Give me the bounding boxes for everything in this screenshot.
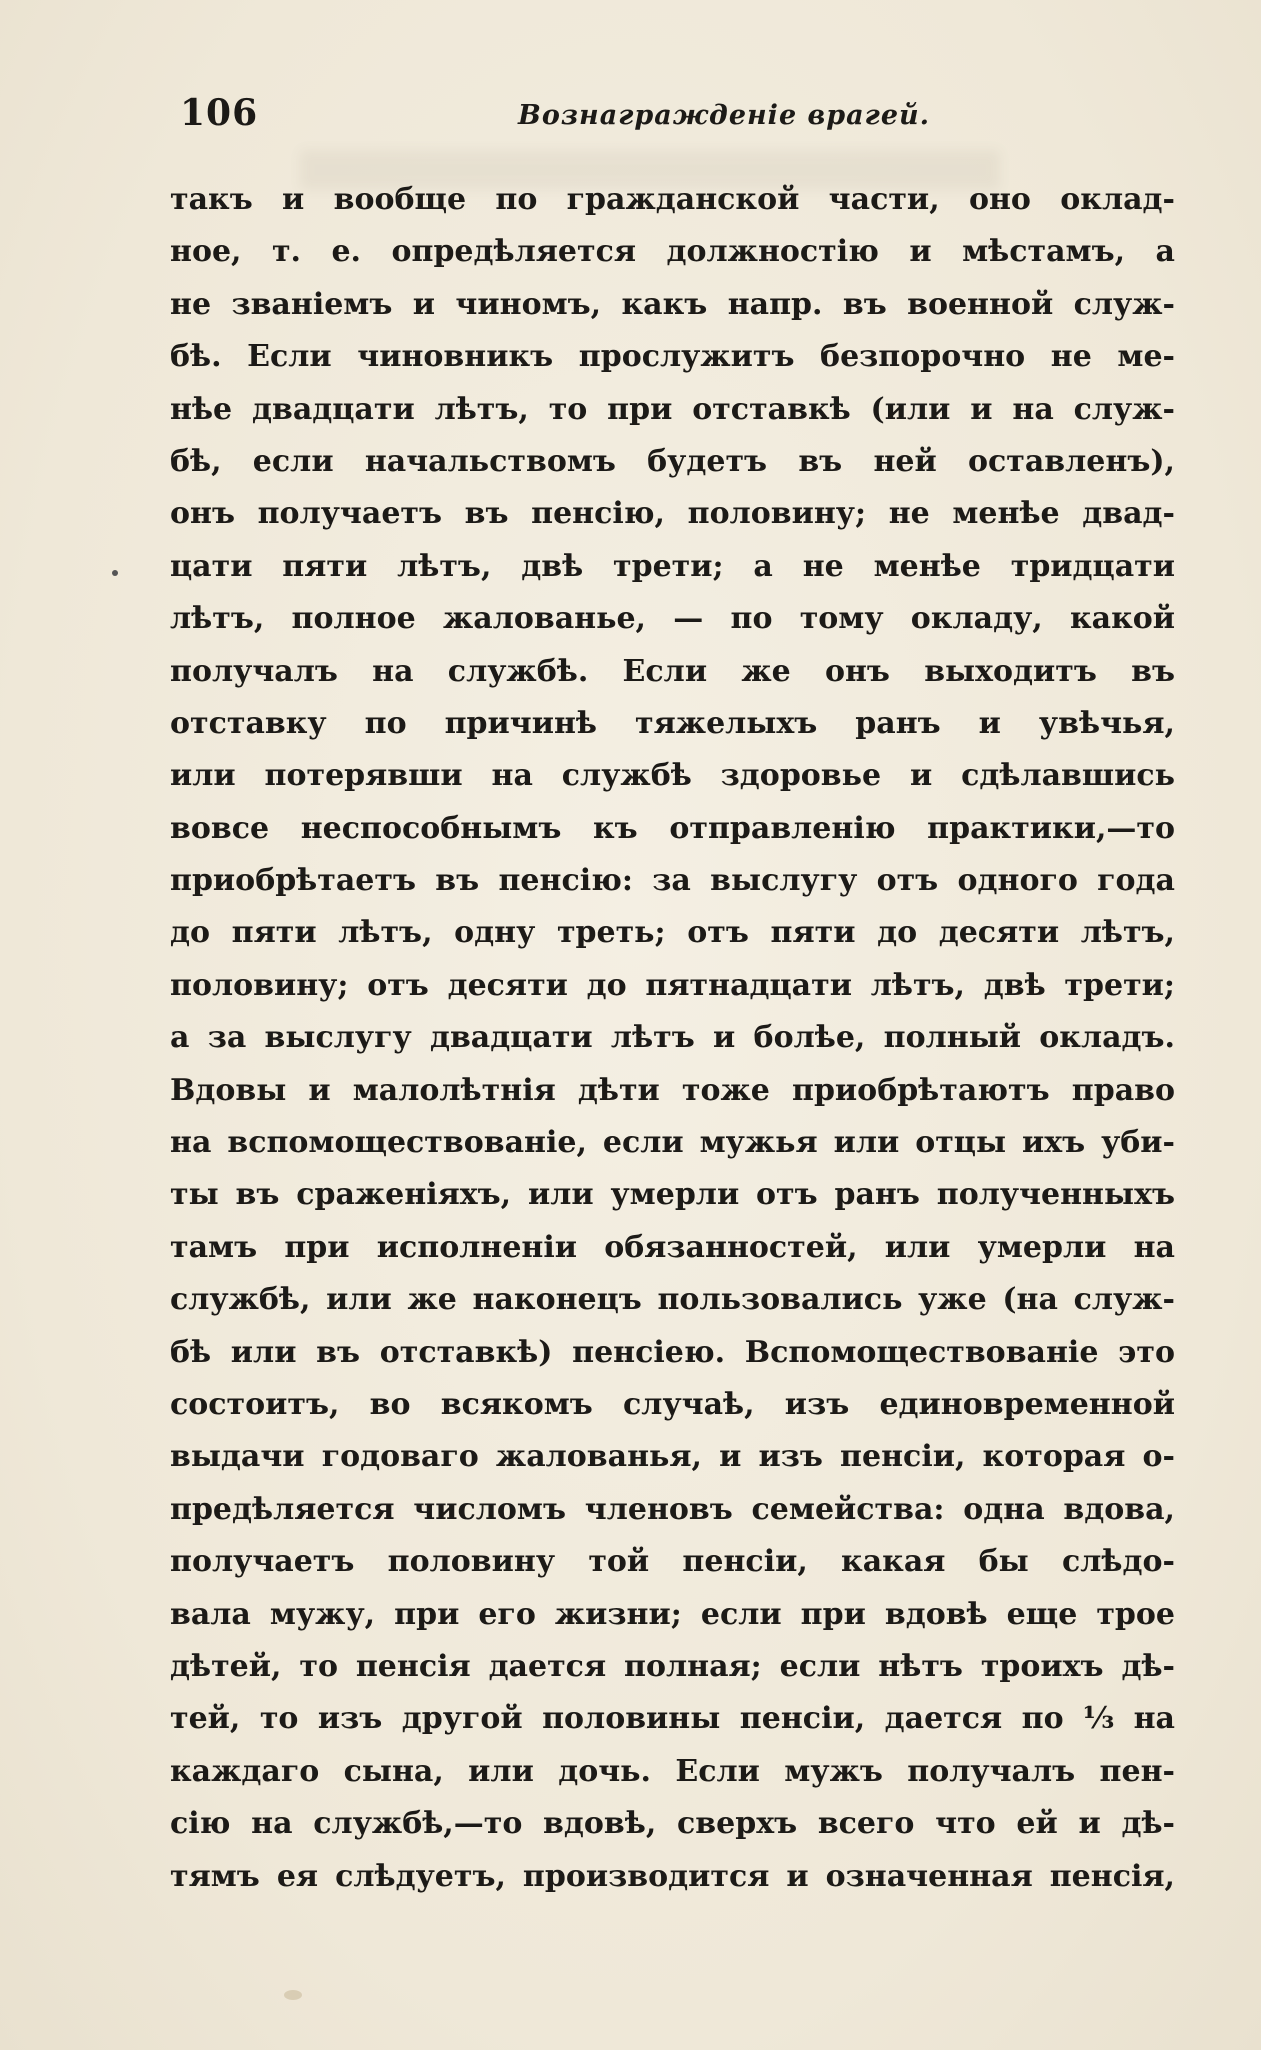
text-line: нѣе двадцати лѣтъ, то при отставкѣ (или и на служ- bbox=[170, 391, 1175, 427]
text-line: состоитъ, во всякомъ случаѣ, изъ единовременной bbox=[170, 1386, 1175, 1422]
text-line: выдачи годоваго жалованья, и изъ пенсіи, которая о- bbox=[170, 1439, 1175, 1475]
text-line: сію на службѣ,—то вдовѣ, сверхъ всего что ей и дѣ- bbox=[170, 1806, 1175, 1842]
text-line: получаетъ половину той пенсіи, какая бы слѣдо- bbox=[170, 1544, 1175, 1580]
text-line: приобрѣтаетъ въ пенсію: за выслугу отъ одного года bbox=[170, 863, 1175, 899]
running-head: Вознагражденіе врагей. bbox=[518, 100, 931, 131]
paper-speck bbox=[284, 1990, 302, 2000]
body-text bbox=[170, 174, 1175, 1903]
text-line: отставку по причинѣ тяжелыхъ ранъ и увѣчья, bbox=[170, 705, 1175, 741]
text-line: получалъ на службѣ. Если же онъ выходитъ въ bbox=[170, 653, 1175, 689]
text-line: половину; отъ десяти до пятнадцати лѣтъ, двѣ трети; bbox=[170, 967, 1175, 1003]
text-line: службѣ, или же наконецъ пользовались уже (на служ- bbox=[170, 1282, 1175, 1318]
text-line: ное, т. е. опредѣляется должностію и мѣстамъ, а bbox=[170, 234, 1175, 270]
text-line: бѣ, если начальствомъ будетъ въ ней оставленъ), bbox=[170, 443, 1175, 479]
text-line: предѣляется числомъ членовъ семейства: одна вдова, bbox=[170, 1491, 1175, 1527]
text-line: Вдовы и малолѣтнія дѣти тоже приобрѣтаютъ право bbox=[170, 1072, 1175, 1108]
text-line: бѣ. Если чиновникъ прослужитъ безпорочно не ме- bbox=[170, 339, 1175, 375]
text-line: онъ получаетъ въ пенсію, половину; не менѣе двад- bbox=[170, 496, 1175, 532]
text-line: или потерявши на службѣ здоровье и сдѣлавшись bbox=[170, 758, 1175, 794]
page-number: 106 bbox=[180, 92, 259, 134]
text-line: на вспомоществованіе, если мужья или отцы ихъ уби- bbox=[170, 1125, 1175, 1161]
text-line: тамъ при исполненіи обязанностей, или умерли на bbox=[170, 1229, 1175, 1265]
text-line: цати пяти лѣтъ, двѣ трети; а не менѣе тридцати bbox=[170, 548, 1175, 584]
text-line: тей, то изъ другой половины пенсіи, дается по ⅓ на bbox=[170, 1701, 1175, 1737]
text-line: до пяти лѣтъ, одну треть; отъ пяти до десяти лѣтъ, bbox=[170, 915, 1175, 951]
text-line: тямъ ея слѣдуетъ, производится и означенная пенсія, bbox=[170, 1858, 1175, 1894]
text-line: а за выслугу двадцати лѣтъ и болѣе, полный окладъ. bbox=[170, 1020, 1175, 1056]
text-line: вовсе неспособнымъ къ отправленію практики,—то bbox=[170, 810, 1175, 846]
text-line: ты въ сраженіяхъ, или умерли отъ ранъ полученныхъ bbox=[170, 1177, 1175, 1213]
page-header bbox=[168, 86, 1178, 136]
text-line: дѣтей, то пенсія дается полная; если нѣтъ троихъ дѣ- bbox=[170, 1648, 1175, 1684]
text-line: бѣ или въ отставкѣ) пенсіею. Вспомоществованіе это bbox=[170, 1334, 1175, 1370]
text-line: такъ и вообще по гражданской части, оно оклад- bbox=[170, 182, 1175, 217]
text-line: вала мужу, при его жизни; если при вдовѣ еще трое bbox=[170, 1596, 1175, 1632]
text-line: не званіемъ и чиномъ, какъ напр. въ военной служ- bbox=[170, 286, 1175, 322]
text-line: лѣтъ, полное жалованье, — по тому окладу, какой bbox=[170, 601, 1175, 637]
text-line: каждаго сына, или дочь. Если мужъ получалъ пен- bbox=[170, 1753, 1175, 1789]
margin-mark bbox=[112, 570, 118, 576]
